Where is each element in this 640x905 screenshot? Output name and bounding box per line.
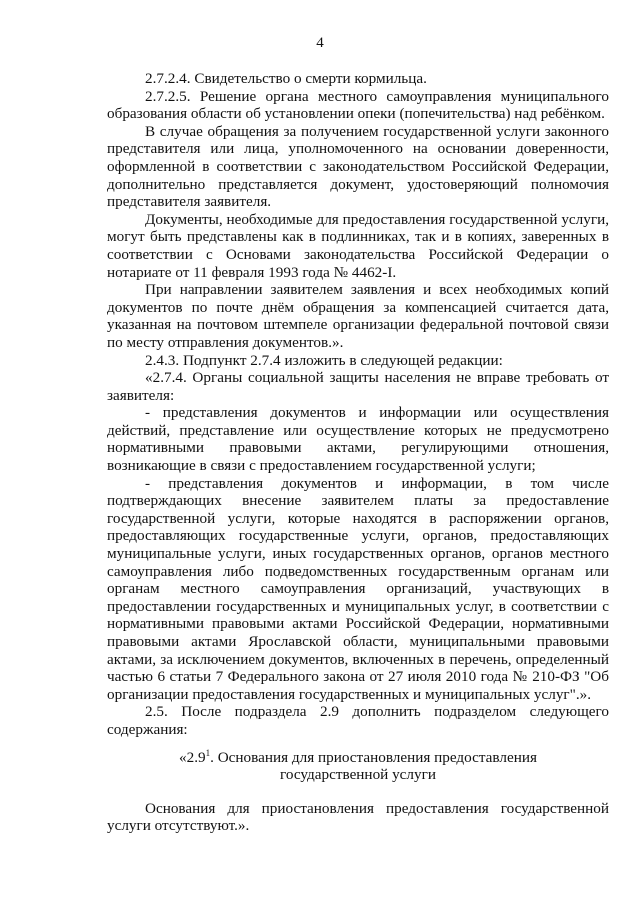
page-number: 4 (316, 35, 324, 51)
section-heading (107, 749, 609, 784)
list-item-actions: - представления документов и информации или осуществления действий, представление или осуществление которых не предусмотрено нормативными правовыми актами, регулирующими отношения, возникающие в связи с предоставлением государственной услуги; (107, 404, 609, 475)
paragraph-2-7-2-5: 2.7.2.5. Решение органа местного самоуправления муниципального образования области об установлении опеки (попечительства) над ребёнком. (107, 87, 609, 123)
paragraph-postal-date: При направлении заявителем заявления и всех необходимых копий документов по почте днём обращения за компенсацией считается дата, указанная на почтовом штемпеле организации федеральной почтовой связи по месту отправления документов.». (107, 281, 609, 351)
list-item-documents: - представления документов и информации, в том числе подтверждающих внесение заявителем платы за предоставление государственной услуги, которые находятся в распоряжении органов, предоставляющих государственные услуги, органов, предоставляющих муниципальные услуги, иных государственных органов, органов местного самоуправления либо подведомственных государственным органам или органам местного самоуправления организаций, участвующих в предоставлении государственных и муниципальных услуг, в соответствии с нормативными правовыми актами Российской Федерации, нормативными правовыми актами Ярославской области, муниципальными правовыми актами, за исключением документов, включенных в перечень, определенный частью 6 статьи 7 Федерального закона от 27 июля 2010 года № 210-ФЗ "Об организации предоставления государственных и муниципальных услуг".». (107, 474, 609, 703)
paragraph-no-grounds: Основания для приостановления предоставления государственной услуги отсутствуют.». (107, 799, 609, 835)
paragraph-documents-copies: Документы, необходимые для предоставления государственной услуги, могут быть представлены как в подлинниках, так и в копиях, заверенных в соответствии с Основами законодательства Российской Федерации о нотариате от 11 февраля 1993 года № 4462-I. (107, 210, 609, 281)
paragraph-2-4-3: 2.4.3. Подпункт 2.7.4 изложить в следующей редакции: (145, 351, 503, 369)
paragraph-representative: В случае обращения за получением государственной услуги законного представителя или лица, уполномоченного на основании доверенности, оформленной в соответствии с законодательством Российской Федерации, дополнительно представляется документ, удостоверяющий полномочия представителя заявителя. (107, 122, 609, 211)
paragraph-2-7-4: «2.7.4. Органы социальной защиты населения не вправе требовать от заявителя: (107, 369, 609, 404)
paragraph-2-5: 2.5. После подраздела 2.9 дополнить подразделом следующего содержания: (107, 703, 609, 738)
heading-superscript: 1 (205, 747, 211, 758)
paragraph-2-7-2-4: 2.7.2.4. Свидетельство о смерти кормильца. (145, 70, 427, 87)
heading-prefix: «2.9 (179, 748, 206, 766)
heading-text: . Основания для приостановления предоставления государственной услуги (210, 748, 537, 784)
document-body (107, 70, 609, 835)
